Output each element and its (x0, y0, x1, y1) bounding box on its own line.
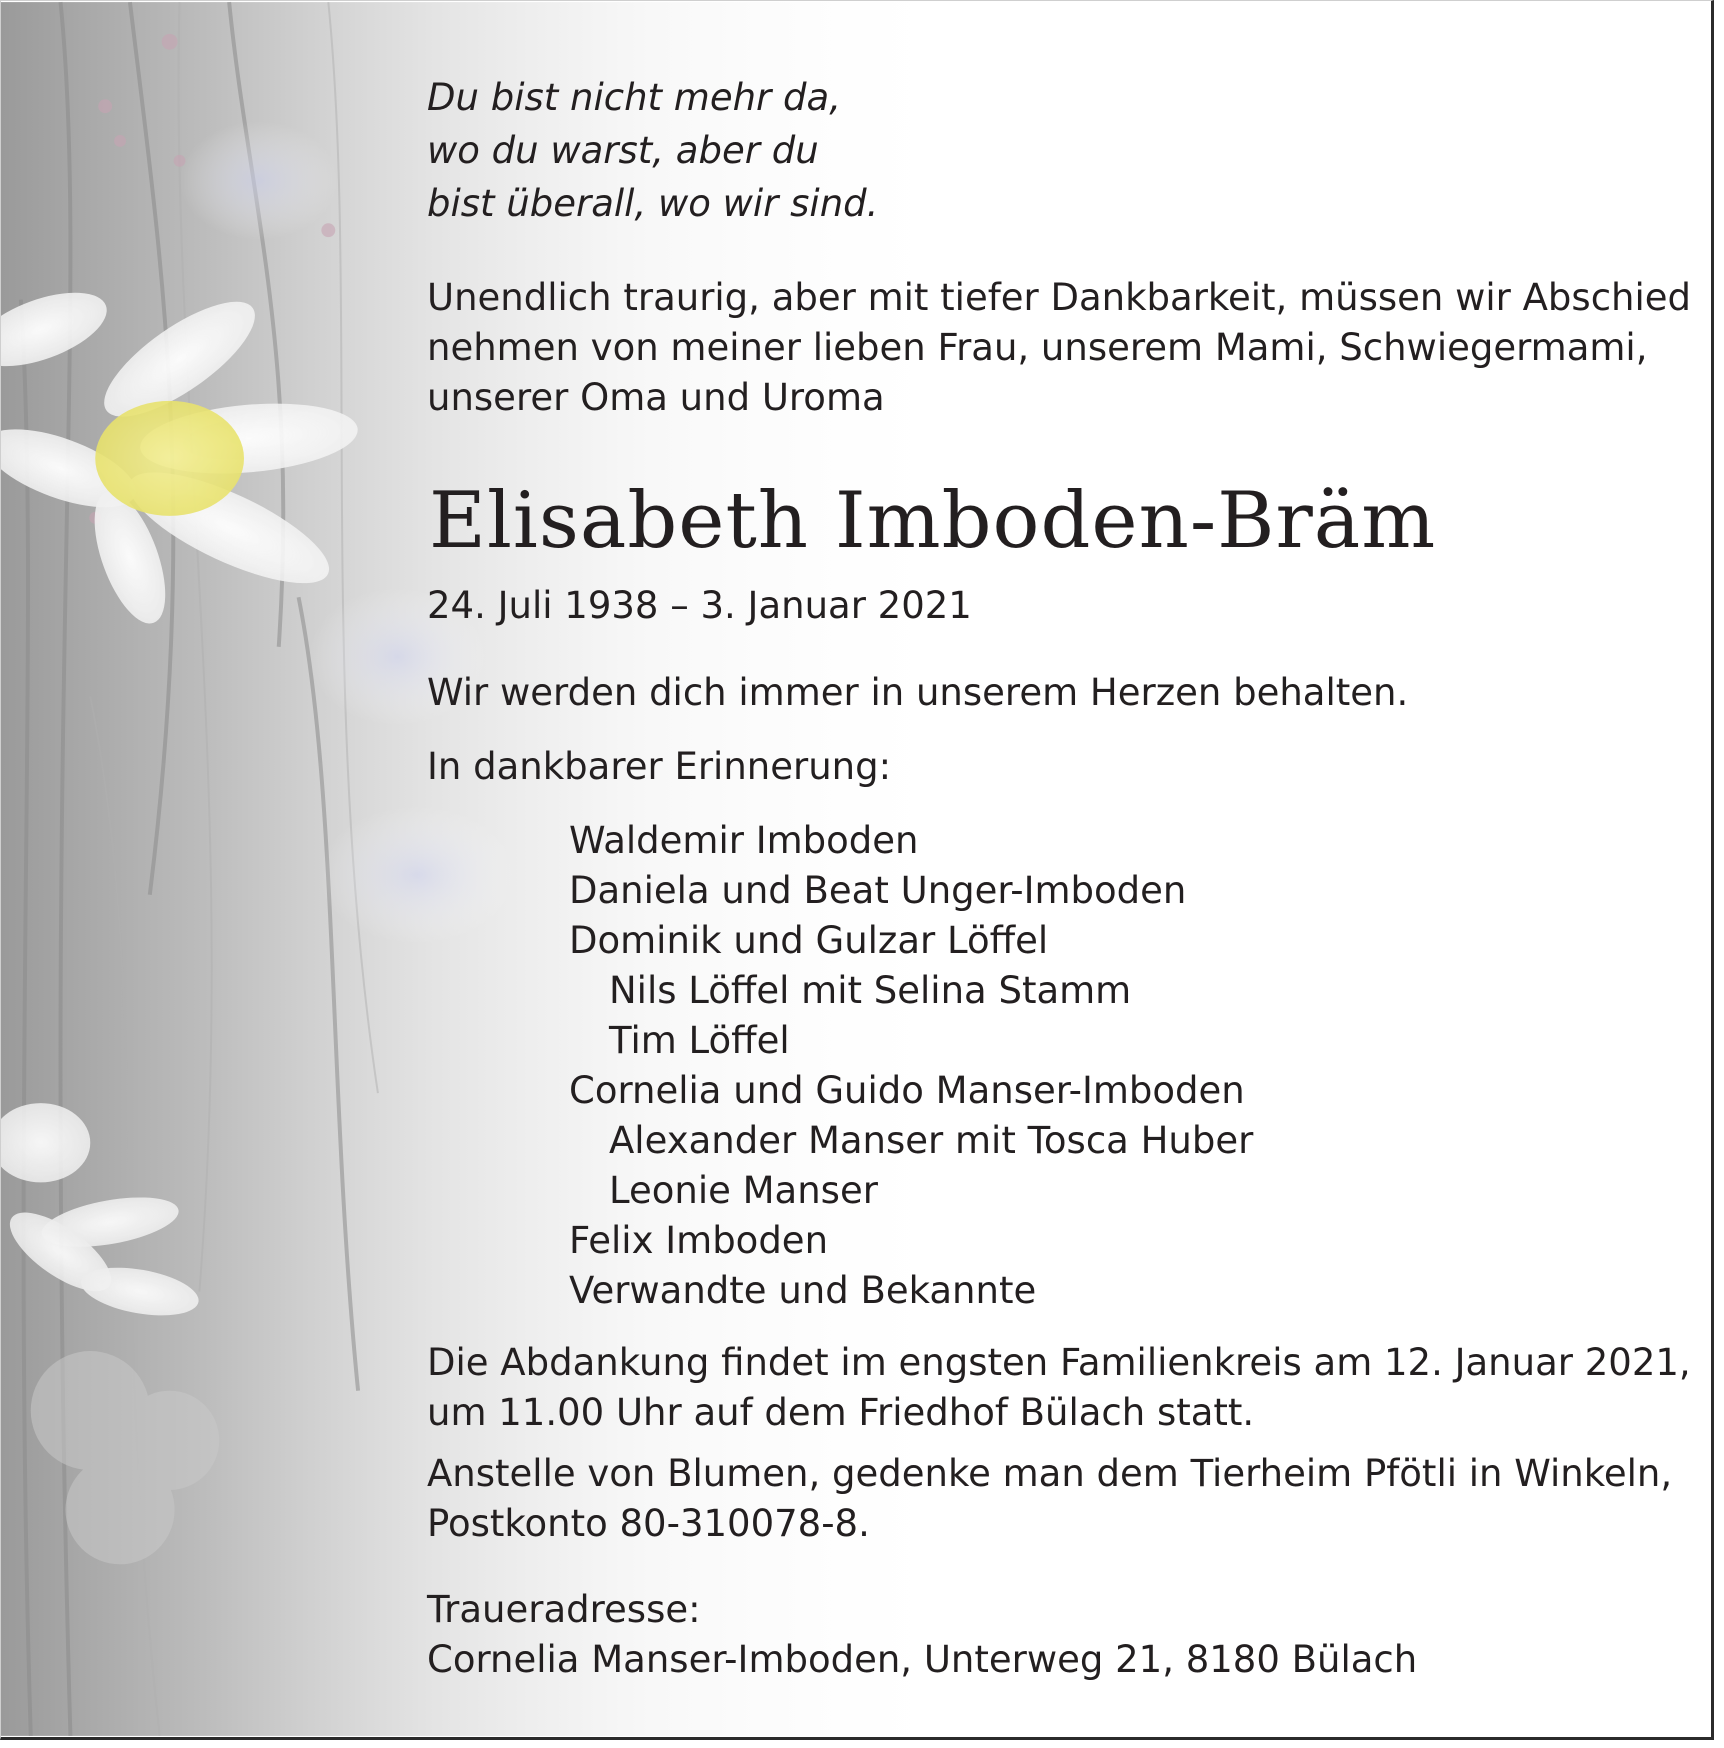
verse-line: wo du warst, aber du (427, 129, 819, 172)
address-line: Cornelia Manser-Imboden, Unterweg 21, 8180 Bülach (427, 1638, 1418, 1681)
donation-info (427, 1449, 1672, 1549)
list-item: Nils Löffel mit Selina Stamm (609, 969, 1132, 1012)
address-label: Traueradresse: (427, 1588, 701, 1631)
donation-info-line: Anstelle von Blumen, gedenke man dem Tierheim Pfötli in Winkeln, (427, 1452, 1673, 1495)
life-dates: 24. Juli 1938 – 3. Januar 2021 (427, 584, 972, 627)
intro-line: nehmen von meiner lieben Frau, unserem Mami, Schwiegermami, (427, 326, 1648, 369)
list-item: Alexander Manser mit Tosca Huber (609, 1119, 1254, 1162)
funeral-info-line: Die Abdankung findet im engsten Familienkreis am 12. Januar 2021, (427, 1341, 1691, 1384)
funeral-info (427, 1338, 1691, 1438)
list-item: Cornelia und Guido Manser-Imboden (569, 1069, 1245, 1112)
list-item: Tim Löffel (609, 1019, 790, 1062)
verse-line: Du bist nicht mehr da, (427, 76, 841, 119)
donation-info-line: Postkonto 80-310078-8. (427, 1502, 870, 1545)
deceased-name: Elisabeth Imboden-Bräm (429, 476, 1437, 566)
list-item: Daniela und Beat Unger-Imboden (569, 869, 1187, 912)
funeral-info-line: um 11.00 Uhr auf dem Friedhof Bülach statt. (427, 1391, 1255, 1434)
intro-line: Unendlich traurig, aber mit tiefer Dankbarkeit, müssen wir Abschied (427, 276, 1692, 319)
list-item: Dominik und Gulzar Löffel (569, 919, 1049, 962)
list-item: Waldemir Imboden (569, 819, 919, 862)
verse-line: bist überall, wo wir sind. (427, 182, 879, 225)
mourning-address (427, 1585, 1417, 1685)
mourners-list (569, 816, 1253, 1316)
list-item: Verwandte und Bekannte (569, 1269, 1037, 1312)
mourners-heading: In dankbarer Erinnerung: (427, 745, 892, 788)
memorial-verse (427, 71, 878, 230)
remembrance-line: Wir werden dich immer in unserem Herzen behalten. (427, 671, 1409, 714)
intro-line: unserer Oma und Uroma (427, 376, 885, 419)
intro-paragraph (427, 273, 1691, 423)
list-item: Felix Imboden (569, 1219, 829, 1262)
list-item: Leonie Manser (609, 1169, 878, 1212)
